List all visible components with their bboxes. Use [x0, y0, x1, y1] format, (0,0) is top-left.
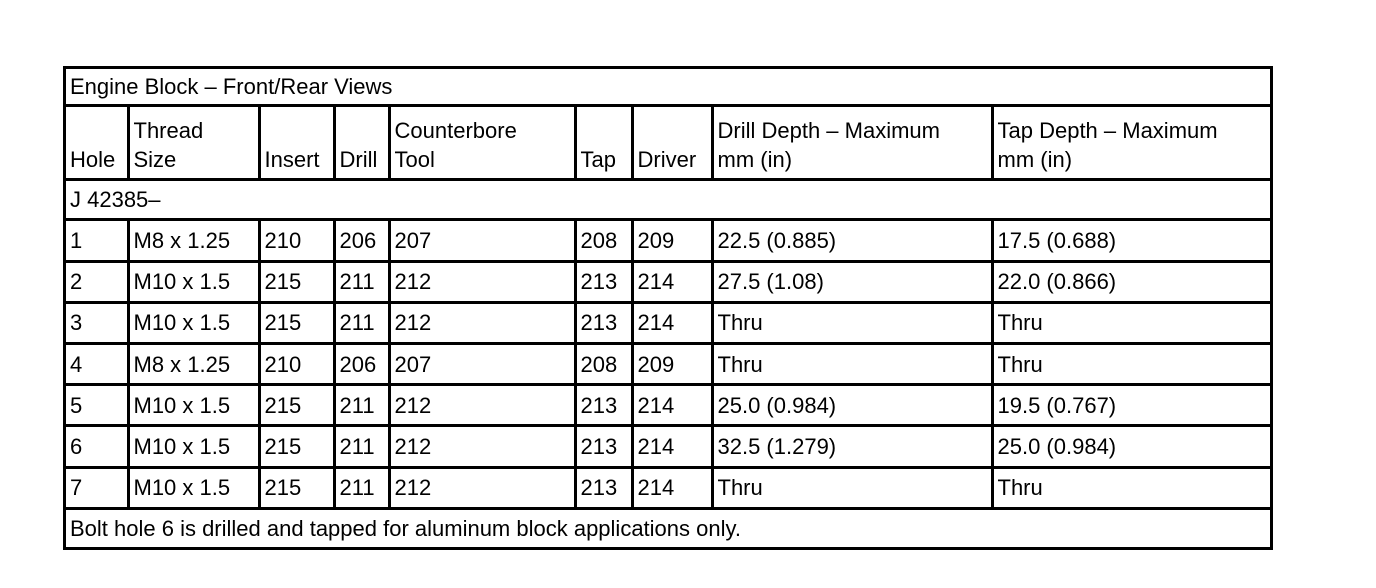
- table-row: [66, 261, 1270, 302]
- cell-tap-depth: 25.0 (0.984): [992, 426, 1270, 467]
- cell-hole: 5: [66, 385, 128, 426]
- cell-thread: M10 x 1.5: [128, 467, 259, 508]
- header-row: [66, 106, 1270, 180]
- cell-hole: 4: [66, 344, 128, 385]
- cell-tap: 213: [575, 385, 632, 426]
- cell-tap-depth: 22.0 (0.866): [992, 261, 1270, 302]
- cell-drill: 211: [334, 467, 389, 508]
- cell-driver: 214: [632, 385, 712, 426]
- cell-thread: M10 x 1.5: [128, 302, 259, 343]
- tool-prefix: J 42385–: [66, 180, 1270, 220]
- cell-driver: 214: [632, 467, 712, 508]
- cell-thread: M10 x 1.5: [128, 426, 259, 467]
- cell-driver: 214: [632, 302, 712, 343]
- cell-tap-depth: 17.5 (0.688): [992, 220, 1270, 261]
- cell-insert: 210: [259, 220, 334, 261]
- cell-drill: 211: [334, 261, 389, 302]
- cell-tap-depth: 19.5 (0.767): [992, 385, 1270, 426]
- cell-drill: 211: [334, 426, 389, 467]
- cell-driver: 214: [632, 261, 712, 302]
- table-row: [66, 302, 1270, 343]
- cell-tap-depth: Thru: [992, 344, 1270, 385]
- cell-tap: 208: [575, 220, 632, 261]
- table-title: Engine Block – Front/Rear Views: [66, 69, 1270, 106]
- cell-thread: M10 x 1.5: [128, 261, 259, 302]
- table-row: [66, 426, 1270, 467]
- cell-drill: 206: [334, 344, 389, 385]
- header-driver: Driver: [632, 106, 712, 180]
- cell-insert: 215: [259, 426, 334, 467]
- cell-counterbore: 207: [389, 220, 575, 261]
- cell-driver: 209: [632, 344, 712, 385]
- cell-tap: 213: [575, 426, 632, 467]
- cell-tap: 213: [575, 467, 632, 508]
- cell-counterbore: 212: [389, 302, 575, 343]
- table-row: [66, 467, 1270, 508]
- cell-tap-depth: Thru: [992, 467, 1270, 508]
- cell-drill-depth: Thru: [712, 467, 992, 508]
- cell-hole: 6: [66, 426, 128, 467]
- cell-drill-depth: 22.5 (0.885): [712, 220, 992, 261]
- cell-drill: 206: [334, 220, 389, 261]
- cell-drill-depth: 32.5 (1.279): [712, 426, 992, 467]
- cell-insert: 215: [259, 261, 334, 302]
- cell-thread: M10 x 1.5: [128, 385, 259, 426]
- cell-tap: 213: [575, 261, 632, 302]
- cell-hole: 3: [66, 302, 128, 343]
- header-tap: Tap: [575, 106, 632, 180]
- cell-insert: 210: [259, 344, 334, 385]
- table-note: Bolt hole 6 is drilled and tapped for aluminum block applications only.: [66, 508, 1270, 547]
- cell-driver: 209: [632, 220, 712, 261]
- cell-counterbore: 212: [389, 467, 575, 508]
- cell-hole: 2: [66, 261, 128, 302]
- table-row: [66, 385, 1270, 426]
- cell-counterbore: 212: [389, 385, 575, 426]
- cell-insert: 215: [259, 385, 334, 426]
- cell-counterbore: 207: [389, 344, 575, 385]
- header-tap-depth: Tap Depth – Maximum mm (in): [992, 106, 1270, 180]
- cell-drill-depth: 25.0 (0.984): [712, 385, 992, 426]
- cell-thread: M8 x 1.25: [128, 344, 259, 385]
- header-hole: Hole: [66, 106, 128, 180]
- header-drill-depth: Drill Depth – Maximum mm (in): [712, 106, 992, 180]
- header-insert: Insert: [259, 106, 334, 180]
- cell-hole: 7: [66, 467, 128, 508]
- cell-tap: 208: [575, 344, 632, 385]
- cell-insert: 215: [259, 467, 334, 508]
- header-counterbore-tool: Counterbore Tool: [389, 106, 575, 180]
- cell-drill-depth: Thru: [712, 344, 992, 385]
- table-row: [66, 344, 1270, 385]
- cell-hole: 1: [66, 220, 128, 261]
- spec-table-frame: [63, 66, 1273, 550]
- cell-drill: 211: [334, 302, 389, 343]
- cell-counterbore: 212: [389, 261, 575, 302]
- header-thread-size: Thread Size: [128, 106, 259, 180]
- cell-driver: 214: [632, 426, 712, 467]
- cell-drill: 211: [334, 385, 389, 426]
- header-drill: Drill: [334, 106, 389, 180]
- cell-drill-depth: 27.5 (1.08): [712, 261, 992, 302]
- spec-table: [66, 69, 1270, 547]
- cell-tap-depth: Thru: [992, 302, 1270, 343]
- table-row: [66, 220, 1270, 261]
- cell-insert: 215: [259, 302, 334, 343]
- cell-counterbore: 212: [389, 426, 575, 467]
- cell-thread: M8 x 1.25: [128, 220, 259, 261]
- cell-drill-depth: Thru: [712, 302, 992, 343]
- cell-tap: 213: [575, 302, 632, 343]
